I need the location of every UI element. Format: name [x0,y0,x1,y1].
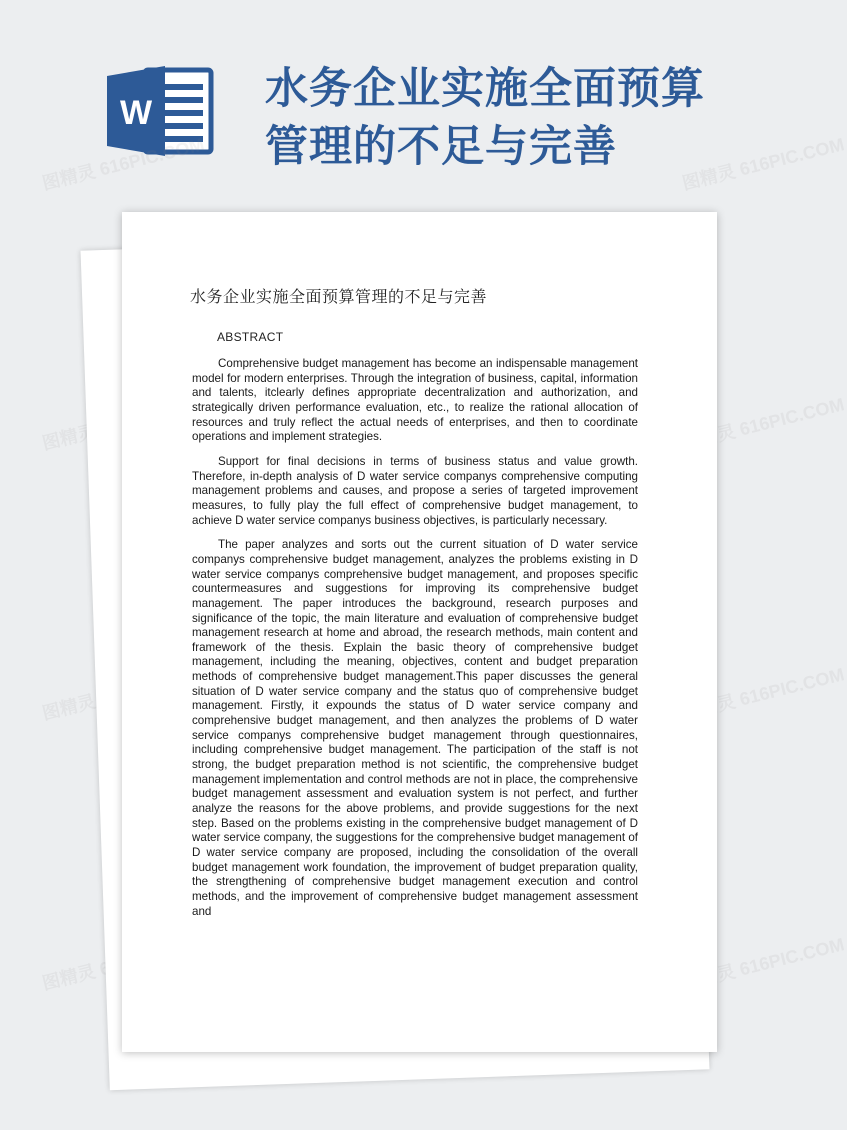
watermark: 图精灵 616PIC.COM [680,134,847,194]
watermark: 图精灵 616PIC.COM [40,134,207,194]
document-page [122,212,717,1052]
watermark: 图精灵 616PIC.COM [680,394,847,454]
watermark: 图精灵 616PIC.COM [680,934,847,994]
watermark: 图精灵 [40,421,98,454]
watermark: 图精灵 [40,961,98,994]
banner-title [265,60,785,176]
abstract-heading: ABSTRACT [217,330,284,344]
document-title: 水务企业实施全面预算管理的不足与完善 [190,287,488,306]
svg-text:W: W [119,94,153,132]
watermark: 图精灵 [40,691,98,724]
banner-title-line-2: 管理的不足与完善 [265,122,617,172]
abstract-paragraph-3: The paper analyzes and sorts out the current situation of D water service companys comprehensive budget management, analyzes the problems existing in D water service companys comprehensive budget management, and proposes specific countermeasures and suggestions for improving its comprehensive budget management. The paper introduces the background, research purposes and significance of the topic, the main literature and evaluation of comprehensive budget management research at home and abroad, the research methods, main content and framework of the thesis. Explain the basic theory of comprehensive budget management, including the meaning, objectives, content and budget preparation methods of comprehensive budget management.This paper discusses the general situation of D water service company and the status quo of comprehensive budget management. Firstly, it expounds the status of D water service company and comprehensive budget management, and then analyzes the problems of D water service companys comprehensive budget management through questionnaires, including comprehensive budget management. The participation of the staff is not strong, the budget preparation method is not scientific, the comprehensive budget management implementation and control methods are not in place, the comprehensive budget management assessment and evaluation system is not perfect, and further analyze the reasons for the above problems, and provide suggestions for the next step. Based on the problems existing in the comprehensive budget management of D water service company, the suggestions for the comprehensive budget management of D water service company are proposed, including the consolidation of the overall budget management work foundation, the improvement of budget preparation quality, the strengthening of comprehensive budget management execution and control methods, and the improvement of comprehensive budget management assessment and [192,538,638,918]
abstract-paragraph-1: Comprehensive budget management has become an indispensable management model for modern enterprises. Through the integration of business, capital, information and talents, itclearly defines appropriate decentralization and authorization, and strategically driven performance evaluation, etc., to realize the rational allocation of resources and truly reflect the actual needs of enterprises, and then to coordinate operations and implement strategies. [192,357,638,444]
abstract-body [192,357,638,929]
word-document-icon [107,66,215,156]
banner [0,0,800,200]
abstract-paragraph-2: Support for final decisions in terms of business status and value growth. Therefore, in-depth analysis of D water service companys comprehensive computing management problems and causes, and propose a series of targeted improvement measures, to fully play the full effect of comprehensive budget management, to achieve D water service companys business objectives, is particularly necessary. [192,454,638,527]
banner-title-line-1: 水务企业实施全面预算 [265,64,705,114]
watermark: 图精灵 616PIC.COM [680,664,847,724]
